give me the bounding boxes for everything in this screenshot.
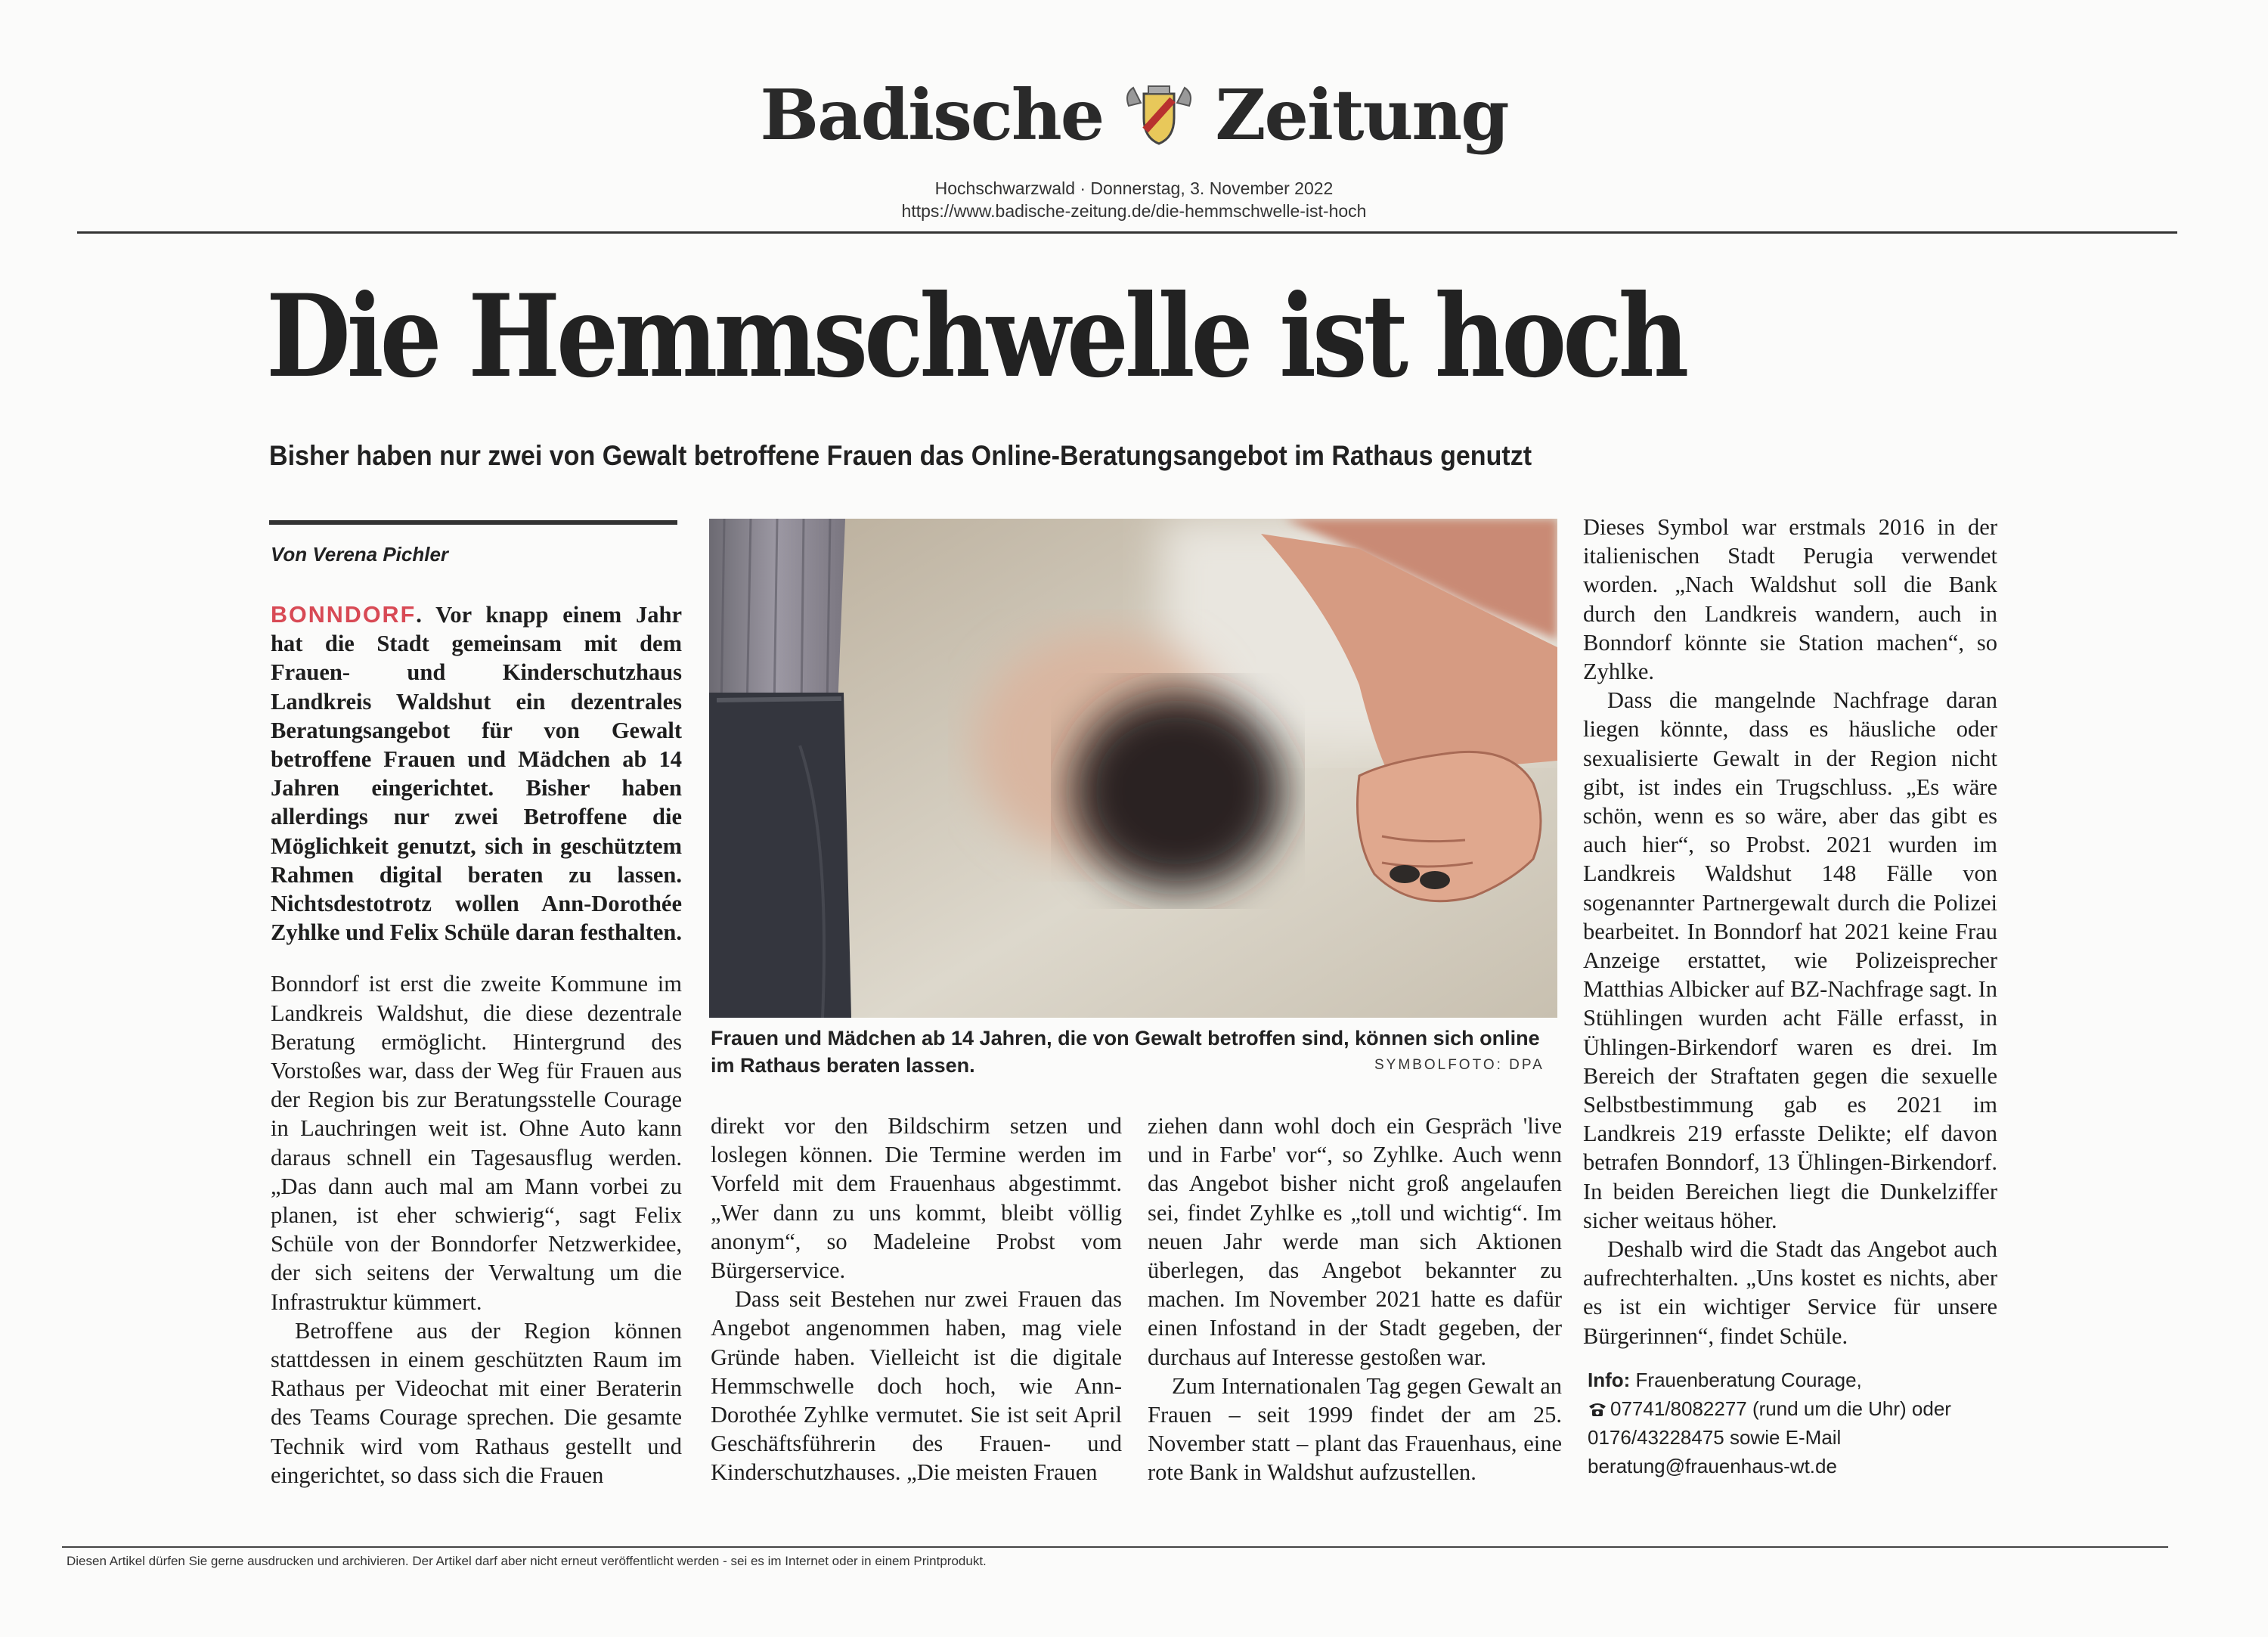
column-4 <box>1583 513 1997 1350</box>
byline-rule <box>269 520 677 525</box>
byline: Von Verena Pichler <box>271 543 449 566</box>
subheadline: Bisher haben nur zwei von Gewalt betroffene Frauen das Online-Beratungsangebot im Rathaus genutzt <box>269 440 1532 471</box>
column-1 <box>271 600 682 1490</box>
coat-of-arms-icon <box>1123 83 1195 147</box>
paragraph: direkt vor den Bildschirm setzen und loslegen können. Die Termine werden im Vorfeld mit dem Frauenhaus abgestimmt. „Wer dann zu uns kommt, bleibt völlig anonym“, so Madeleine Probst vom Bürgerservice. <box>711 1113 1122 1284</box>
paragraph: Dass seit Bestehen nur zwei Frauen das Angebot angenommen haben, mag viele Gründe haben. Vielleicht ist die digitale Hemmschwelle doch hoch, wie Ann-Dorothée Zyhlke vermutet. Sie ist seit April Geschäftsführerin des Frauen- und Kinderschutzhauses. „Die meisten Frauen <box>711 1286 1122 1486</box>
column-2 <box>711 1111 1122 1487</box>
paragraph: ziehen dann wohl doch ein Gespräch 'live und in Farbe' vor“, so Zyhlke. Auch wenn das Angebot bisher nicht groß angelaufen sei, findet Zyhlke es „toll und wichtig“. Im neuen Jahr werde man sich Aktionen überlegen, das Angebot bekannter zu machen. Im November 2021 hatte es dafür einen Infostand in der Stadt gegeben, der durchaus auf Interesse gestoßen war. <box>1148 1113 1562 1370</box>
dateline: BONNDORF <box>271 602 417 628</box>
masthead <box>0 74 2268 222</box>
top-rule <box>77 231 2177 234</box>
photo-image <box>709 519 1557 1018</box>
footer-note: Diesen Artikel dürfen Sie gerne ausdrucken und archivieren. Der Artikel darf aber nicht erneut veröffentlicht werden - sei es im Internet oder in einem Printprodukt. <box>67 1554 987 1568</box>
article-url: https://www.badische-zeitung.de/die-hemmschwelle-ist-hoch <box>901 201 1367 221</box>
logo-name-right: Zeitung <box>1215 74 1508 156</box>
info-email: beratung@frauenhaus-wt.de <box>1588 1455 1837 1477</box>
info-label: Info: <box>1588 1369 1631 1391</box>
info-phone: 07741/8082277 (rund um die Uhr) oder <box>1610 1397 1951 1420</box>
paragraph: Bonndorf ist erst die zweite Kommune im Landkreis Waldshut, die diese dezentrale Beratung ermöglicht. Hintergrund des Vorstoßes war, dass der Weg für Frauen aus der Region bis zur Beratungsstelle Courage in Lauchringen weit ist. Ohne Auto kann daraus schnell ein Tagesausflug werden. „Das dann auch mal am Mann vorbei zu planen, ist eher schwierig“, sagt Felix Schüle von der Bonndorfer Netzwerkidee, der sich seitens der Verwaltung um die Infrastruktur kümmert. <box>271 971 682 1315</box>
column-3 <box>1148 1111 1562 1487</box>
photo-caption: Frauen und Mädchen ab 14 Jahren, die von Gewalt betroffen sind, können sich online im Rathaus beraten lassen. <box>711 1027 1540 1077</box>
bottom-rule <box>62 1546 2168 1548</box>
telephone-icon <box>1588 1402 1607 1417</box>
paragraph: Zum Internationalen Tag gegen Gewalt an Frauen – seit 1999 findet der am 25. November statt – plant das Frauenhaus, eine rote Bank in Waldshut aufzustellen. <box>1148 1372 1562 1486</box>
paragraph: Deshalb wird die Stadt das Angebot auch aufrechterhalten. „Uns kostet es nichts, aber es ist ein wichtiger Service für unsere Bürgerinnen“, findet Schüle. <box>1583 1236 1997 1349</box>
article-photo <box>709 519 1557 1018</box>
photo-credit: SYMBOLFOTO: DPA <box>1374 1057 1545 1073</box>
logo-name-left: Badische <box>760 74 1104 156</box>
headline: Die Hemmschwelle ist hoch <box>266 270 1686 403</box>
info-organization: Frauenberatung Courage, <box>1635 1369 1862 1391</box>
paragraph: Dieses Symbol war erstmals 2016 in der italienischen Stadt Perugia verwendet worden. „Nach Waldshut soll die Bank durch den Landkreis wandern, auch in Bonndorf könnte sie Station machen“, so Zyhlke. <box>1583 514 1997 685</box>
lead-paragraph <box>271 600 682 947</box>
lead-text: . Vor knapp einem Jahr hat die Stadt gemeinsam mit dem Frauen- und Kinderschutzhaus Landkreis Waldshut ein dezentrales Beratungsangebot für von Gewalt betroffene Frauen und Mädchen ab 14 Jahren eingerichtet. Bisher haben allerdings nur zwei Betroffene die Möglichkeit genutzt, sich in geschütztem Rahmen digital beraten zu lassen. Nichtsdestotrotz wollen Ann-Dorothée Zyhlke und Felix Schüle daran festhalten. <box>271 602 682 946</box>
paragraph: Betroffene aus der Region können stattdessen in einem geschützten Raum im Rathaus per Videochat mit einer Beraterin des Teams Courage sprechen. Die gesamte Technik wird vom Rathaus gestellt und eingerichtet, so dass sich die Frauen <box>271 1317 682 1488</box>
paragraph: Dass die mangelnde Nachfrage daran liegen könnte, dass es häusliche oder sexualisierte Gewalt in der Region nicht gibt, ist indes ein Trugschluss. „Es wäre schön, wenn es so wäre, aber das gibt es auch hier“, so Probst. 2021 wurden im Landkreis Waldshut 148 Fälle von sogenannter Partnergewalt durch die Polizei bearbeitet. In Bonndorf hat 2021 keine Frau Anzeige erstattet, wie Polizeisprecher Matthias Albicker auf BZ-Nachfrage sagt. In Stühlingen wurden acht Fälle erfasst, in Ühlingen-Birkendorf waren es drei. Im Bereich der Straftaten gegen die sexuelle Selbstbestimmung gab es 2021 im Landkreis 219 erfasste Delikte; elf davon betrafen Bonndorf, 13 Ühlingen-Birkendorf. In beiden Bereichen liegt die Dunkelziffer sicher weitaus höher. <box>1583 687 1997 1233</box>
info-mobile: 0176/43228475 sowie E-Mail <box>1588 1426 1842 1449</box>
info-box <box>1588 1366 2071 1480</box>
edition-line: Hochschwarzwald · Donnerstag, 3. November 2022 <box>934 178 1334 198</box>
newspaper-logo <box>0 74 2268 156</box>
